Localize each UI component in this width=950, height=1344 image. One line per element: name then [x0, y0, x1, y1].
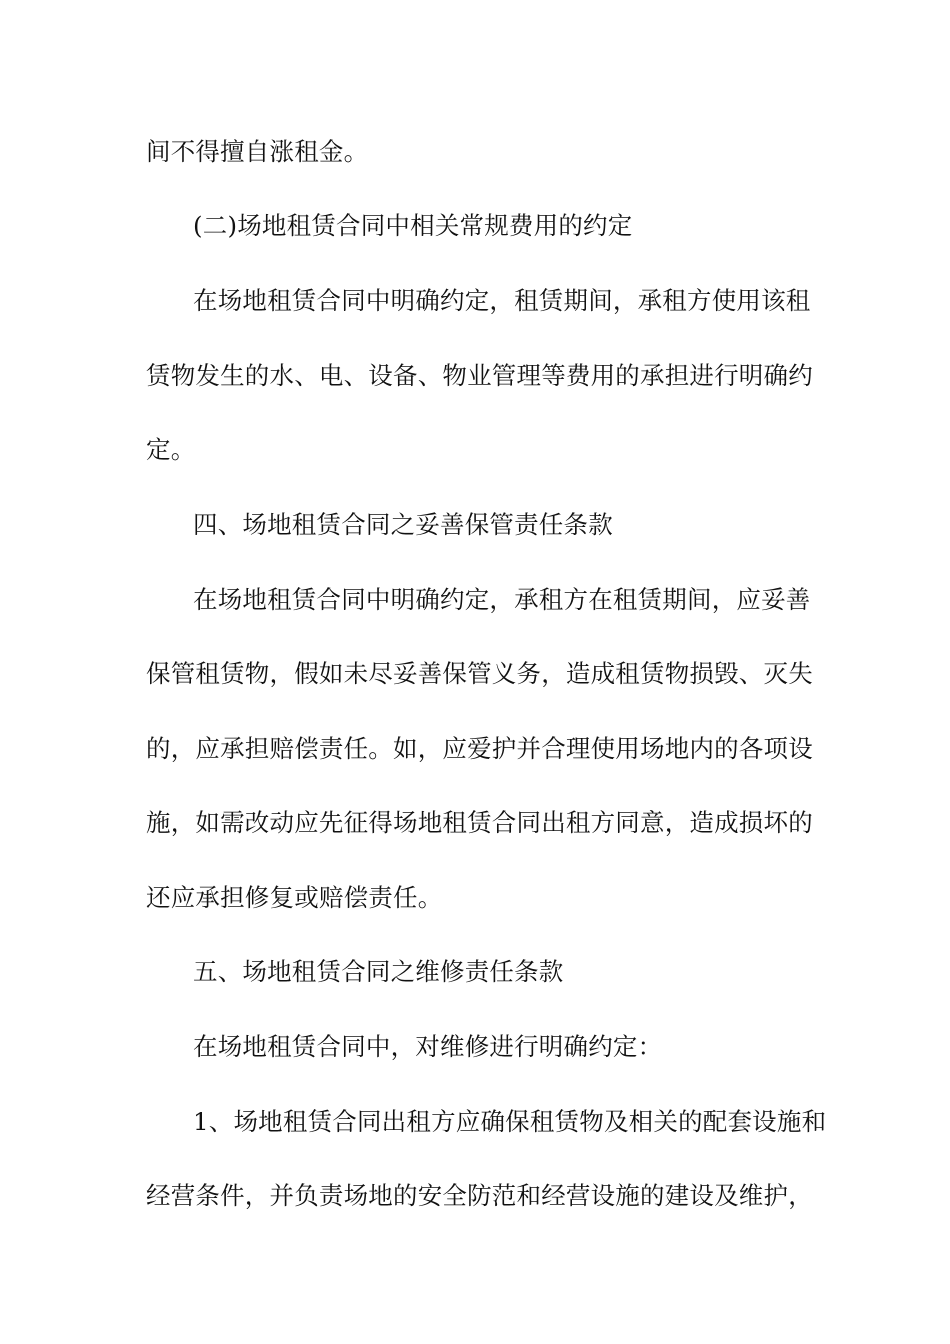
- section-heading: 五、场地租赁合同之维修责任条款: [193, 957, 564, 986]
- paragraph-line: 在场地租赁合同中明确约定，租赁期间，承租方使用该租: [193, 286, 811, 315]
- paragraph-line: 施，如需改动应先征得场地租赁合同出租方同意，造成损坏的: [146, 808, 813, 837]
- section-heading: (二)场地租赁合同中相关常规费用的约定: [193, 211, 633, 240]
- paragraph-line: 的，应承担赔偿责任。如，应爱护并合理使用场地内的各项设: [146, 734, 813, 763]
- paragraph-line: 在场地租赁合同中明确约定，承租方在租赁期间，应妥善: [193, 585, 811, 614]
- paragraph-line: 赁物发生的水、电、设备、物业管理等费用的承担进行明确约: [146, 361, 813, 390]
- paragraph-line: 保管租赁物，假如未尽妥善保管义务，造成租赁物损毁、灭失: [146, 659, 813, 688]
- paragraph-line: 还应承担修复或赔偿责任。: [146, 883, 443, 912]
- paragraph-line: 定。: [146, 435, 196, 464]
- paragraph-line: 经营条件，并负责场地的安全防范和经营设施的建设及维护，: [146, 1181, 813, 1210]
- paragraph-line: 间不得擅自涨租金。: [146, 137, 369, 166]
- section-heading: 四、场地租赁合同之妥善保管责任条款: [193, 510, 613, 539]
- paragraph-line: 1、场地租赁合同出租方应确保租赁物及相关的配套设施和: [193, 1107, 827, 1136]
- paragraph-line: 在场地租赁合同中，对维修进行明确约定：: [193, 1032, 663, 1061]
